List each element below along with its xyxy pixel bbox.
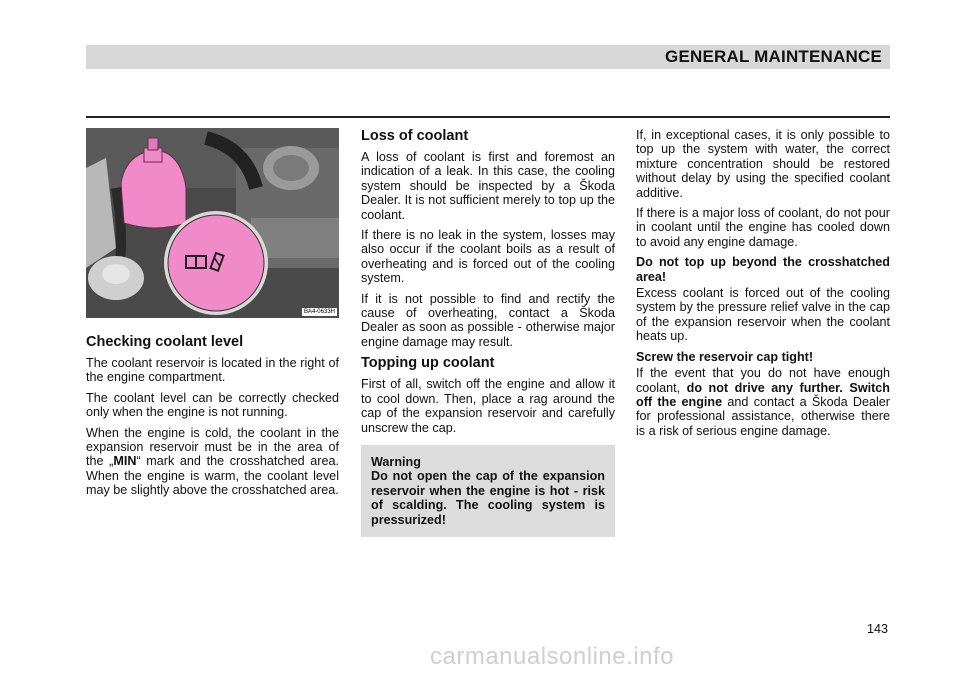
- paragraph: Excess coolant is forced out of the cooling system by the pressure relief valve in the cap of the expansion reservoir when the coolant heats up.: [636, 286, 890, 344]
- warning-box: [361, 445, 615, 537]
- watermark: carmanualsonline.info: [430, 643, 674, 670]
- paragraph: The coolant level can be correctly checked only when the engine is not running.: [86, 390, 339, 420]
- bold-note: Screw the reservoir cap tight!: [636, 349, 814, 364]
- text-run: and contact a Škoda Dealer for professional assistance, otherwise there is a risk of serious engine damage.: [636, 394, 890, 438]
- paragraph: [86, 426, 339, 498]
- text-run: “ mark and the crosshatched area. When the engine is warm, the coolant level may be slightly above the crosshatched area.: [86, 454, 339, 498]
- coolant-reservoir-illustration: [86, 128, 339, 318]
- bold-text-run: do not drive any further. Switch off the engine: [636, 380, 891, 409]
- min-mark-text: MIN: [113, 454, 137, 469]
- heading-checking-coolant-level: Checking coolant level: [86, 334, 244, 350]
- text-run: When the engine is cold, the coolant in the expansion reservoir must be in the area of the „: [86, 425, 339, 469]
- paragraph: A loss of coolant is first and foremost an indication of a leak. In this case, the cooling system should be inspected by a Škoda Dealer. It is not sufficient merely to top up the coolant.: [361, 150, 615, 222]
- paragraph: If, in exceptional cases, it is only possible to top up the system with water, the correct mixture concentration should be restored without delay by using the specified coolant additive.: [636, 128, 890, 200]
- column-continued: [636, 128, 890, 444]
- heading-topping-up-coolant: Topping up coolant: [361, 355, 495, 372]
- paragraph: If there is no leak in the system, losses may also occur if the coolant boils as a result of overheating and is forced out of the cooling system.: [361, 228, 615, 286]
- section-title: GENERAL MAINTENANCE: [665, 47, 882, 66]
- warning-text: Do not open the cap of the expansion reservoir when the engine is hot - risk of scalding. The cooling system is pressurized!: [371, 469, 605, 527]
- paragraph: If there is a major loss of coolant, do not pour in coolant until the engine has cooled down to avoid any engine damage.: [636, 206, 890, 249]
- paragraph: The coolant reservoir is located in the right of the engine compartment.: [86, 356, 339, 385]
- paragraph: First of all, switch off the engine and allow it to cool down. Then, place a rag around the cap of the expansion reservoir and carefully unscrew the cap.: [361, 377, 615, 435]
- text-run: If the event that you do not have enough coolant,: [636, 366, 890, 395]
- figure-code: BA4-0633H: [303, 309, 335, 315]
- warning-title: Warning: [371, 454, 421, 469]
- engine-compartment-drawing: [86, 128, 339, 318]
- paragraph: If it is not possible to find and rectify the cause of overheating, contact a Škoda Dealer as soon as possible - otherwise major engine damage may result.: [361, 291, 615, 349]
- page-number: 143: [866, 622, 888, 636]
- header-rule: [86, 116, 890, 118]
- column-checking-coolant: [86, 334, 339, 504]
- bold-note: Do not top up beyond the crosshatched area!: [636, 255, 890, 284]
- section-header-bar: [86, 45, 890, 69]
- column-loss-of-coolant: [361, 128, 615, 537]
- heading-loss-of-coolant: Loss of coolant: [361, 128, 469, 144]
- paragraph: [636, 366, 890, 438]
